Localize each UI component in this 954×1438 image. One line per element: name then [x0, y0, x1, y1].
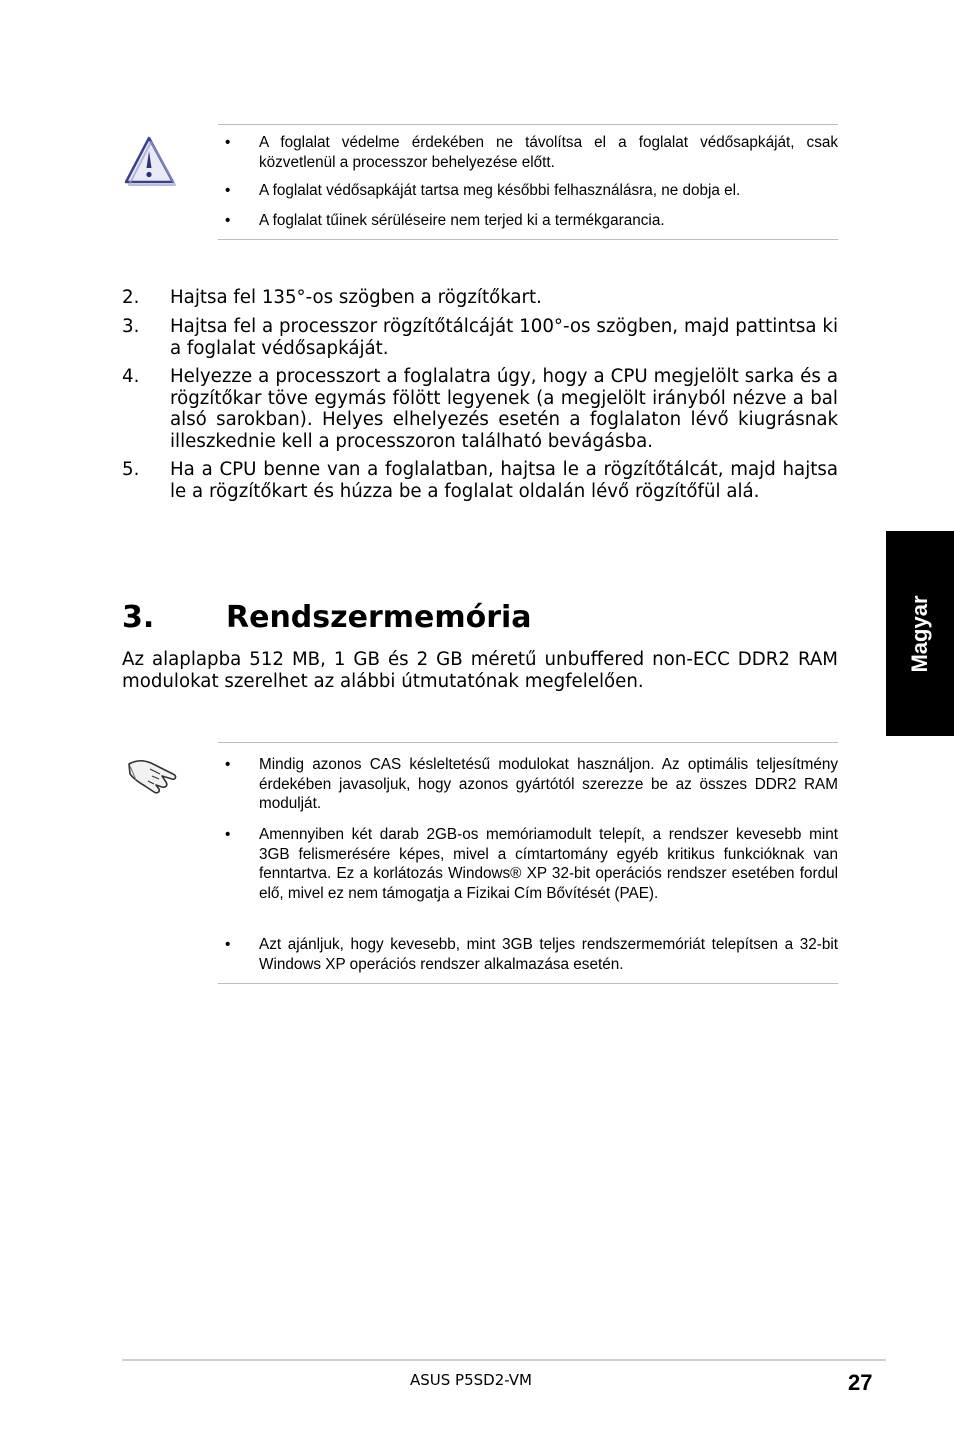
section-intro: Az alaplapba 512 MB, 1 GB és 2 GB méretű unbuffered non-ECC DDR2 RAM modulokat szerelhet az alábbi útmutatónak megfelelően.	[122, 649, 838, 692]
footer-rule	[122, 1359, 886, 1361]
step-item: 2. Hajtsa fel 135°-os szögben a rögzítőkart.	[122, 287, 542, 308]
note-item: • Azt ajánljuk, hogy kevesebb, mint 3GB teljes rendszermemóriát telepítsen a 32-bit Windows XP operációs rendszer alkalmazása esetén.	[225, 936, 838, 973]
step-item: 3. Hajtsa fel a processzor rögzítőtálcáját 100°-os szögben, majd pattintsa ki a foglalat védősapkáját.	[122, 316, 838, 359]
page-number: 27	[848, 1370, 873, 1395]
hand-note-icon	[126, 752, 182, 798]
caution-bottom-rule	[218, 239, 838, 240]
language-side-tab: Magyar	[886, 531, 954, 736]
caution-item: • A foglalat tűinek sérüléseire nem terjed ki a termékgarancia.	[225, 212, 665, 229]
note-box	[218, 742, 838, 986]
note-top-rule	[218, 742, 838, 743]
caution-item: • A foglalat védősapkáját tartsa meg későbbi felhasználásra, ne dobja el.	[225, 182, 741, 199]
caution-top-rule	[218, 124, 838, 125]
note-item: • Amennyiben két darab 2GB-os memóriamodult telepít, a rendszer kevesebb mint 3GB felismerésére képes, mivel a címtartomány egyéb kritikus funkcióknak van fenntartva. Ez a korlátozás Windows® XP 32-bit operációs rendszer esetében fordul elő, mivel ez nem támogatja a Fizikai Cím Bővítését (PAE).	[225, 826, 838, 902]
note-item: • Mindig azonos CAS késleltetésű modulokat használjon. Az optimális teljesítmény érdekében javasoljuk, hogy azonos gyártótól szerezze be az összes DDR2 RAM modulját.	[225, 756, 838, 812]
note-bottom-rule	[218, 983, 838, 984]
caution-item: • A foglalat védelme érdekében ne távolítsa el a foglalat védősapkáját, csak közvetlenül a processzor behelyezése előtt.	[225, 134, 838, 171]
step-item: 5. Ha a CPU benne van a foglalatban, hajtsa le a rögzítőtálcát, majd hajtsa le a rögzítőkart és húzza be a foglalat oldalán lévő rögzítőfül alá.	[122, 459, 838, 502]
step-item: 4. Helyezze a processzort a foglalatra úgy, hogy a CPU megjelölt sarka és a rögzítőkar töve egymás fölött legyenek (a megjelölt irányból nézve a bal alsó sarokban). Helyes elhelyezés esetén a foglalaton lévő kiugrásnak illeszkednie kell a processzoron található bevágásba.	[122, 366, 838, 452]
footer-product: ASUS P5SD2-VM	[410, 1371, 532, 1389]
caution-box	[218, 124, 838, 242]
warning-triangle-icon	[122, 132, 178, 188]
